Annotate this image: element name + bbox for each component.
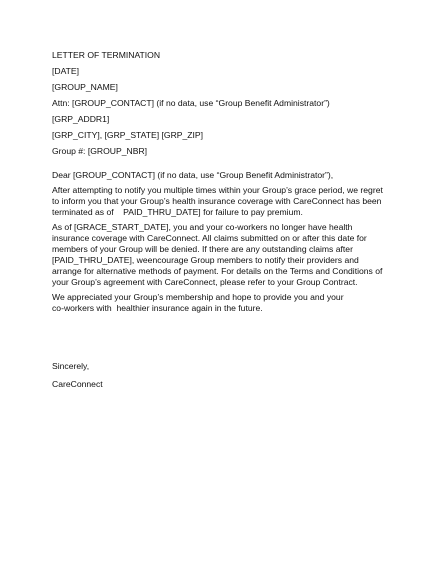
- paragraph-line: insurance coverage with CareConnect. All claims submitted on or after this date for: [52, 233, 367, 243]
- group-number: Group #: [GROUP_NBR]: [52, 146, 148, 156]
- attn-line: Attn: [GROUP_CONTACT] (if no data, use “Group Benefit Administrator”): [52, 98, 330, 108]
- city-state-zip: [GRP_CITY], [GRP_STATE] [GRP_ZIP]: [52, 130, 204, 140]
- paragraph-appreciation: [52, 292, 392, 314]
- paragraph-notice: [52, 185, 392, 218]
- address-line-1: [GRP_ADDR1]: [52, 114, 110, 124]
- paragraph-line: We appreciated your Group’s membership and hope to provide you and your: [52, 292, 344, 302]
- paragraph-coverage: [52, 222, 392, 288]
- paragraph-line: arrange for alternative methods of payment. For details on the Terms and Conditions of: [52, 266, 383, 276]
- paragraph-line: As of [GRACE_START_DATE], you and your co-workers no longer have health: [52, 222, 353, 232]
- letter-title: LETTER OF TERMINATION: [52, 50, 161, 60]
- letter-date: [DATE]: [52, 66, 80, 76]
- paragraph-line: After attempting to notify you multiple times within your Group’s grace period, we regret: [52, 185, 383, 195]
- letter-page: [52, 50, 392, 390]
- paragraph-line: [PAID_THRU_DATE], weencourage Group members to notify their providers and: [52, 255, 359, 265]
- paragraph-line: your Group’s agreement with CareConnect, please refer to your Group Contract.: [52, 277, 358, 287]
- sign-off: Sincerely,: [52, 361, 90, 371]
- paragraph-line: terminated as of PAID_THRU_DATE] for failure to pay premium.: [52, 207, 303, 217]
- signature: CareConnect: [52, 379, 103, 389]
- paragraph-line: members of your Group will be denied. If there are any outstanding claims after: [52, 244, 353, 254]
- group-name: [GROUP_NAME]: [52, 82, 118, 92]
- salutation: Dear [GROUP_CONTACT] (if no data, use “Group Benefit Administrator”),: [52, 170, 334, 180]
- paragraph-line: to inform you that your Group’s health insurance coverage with CareConnect has been: [52, 196, 382, 206]
- paragraph-line: co-workers with healthier insurance again in the future.: [52, 303, 263, 313]
